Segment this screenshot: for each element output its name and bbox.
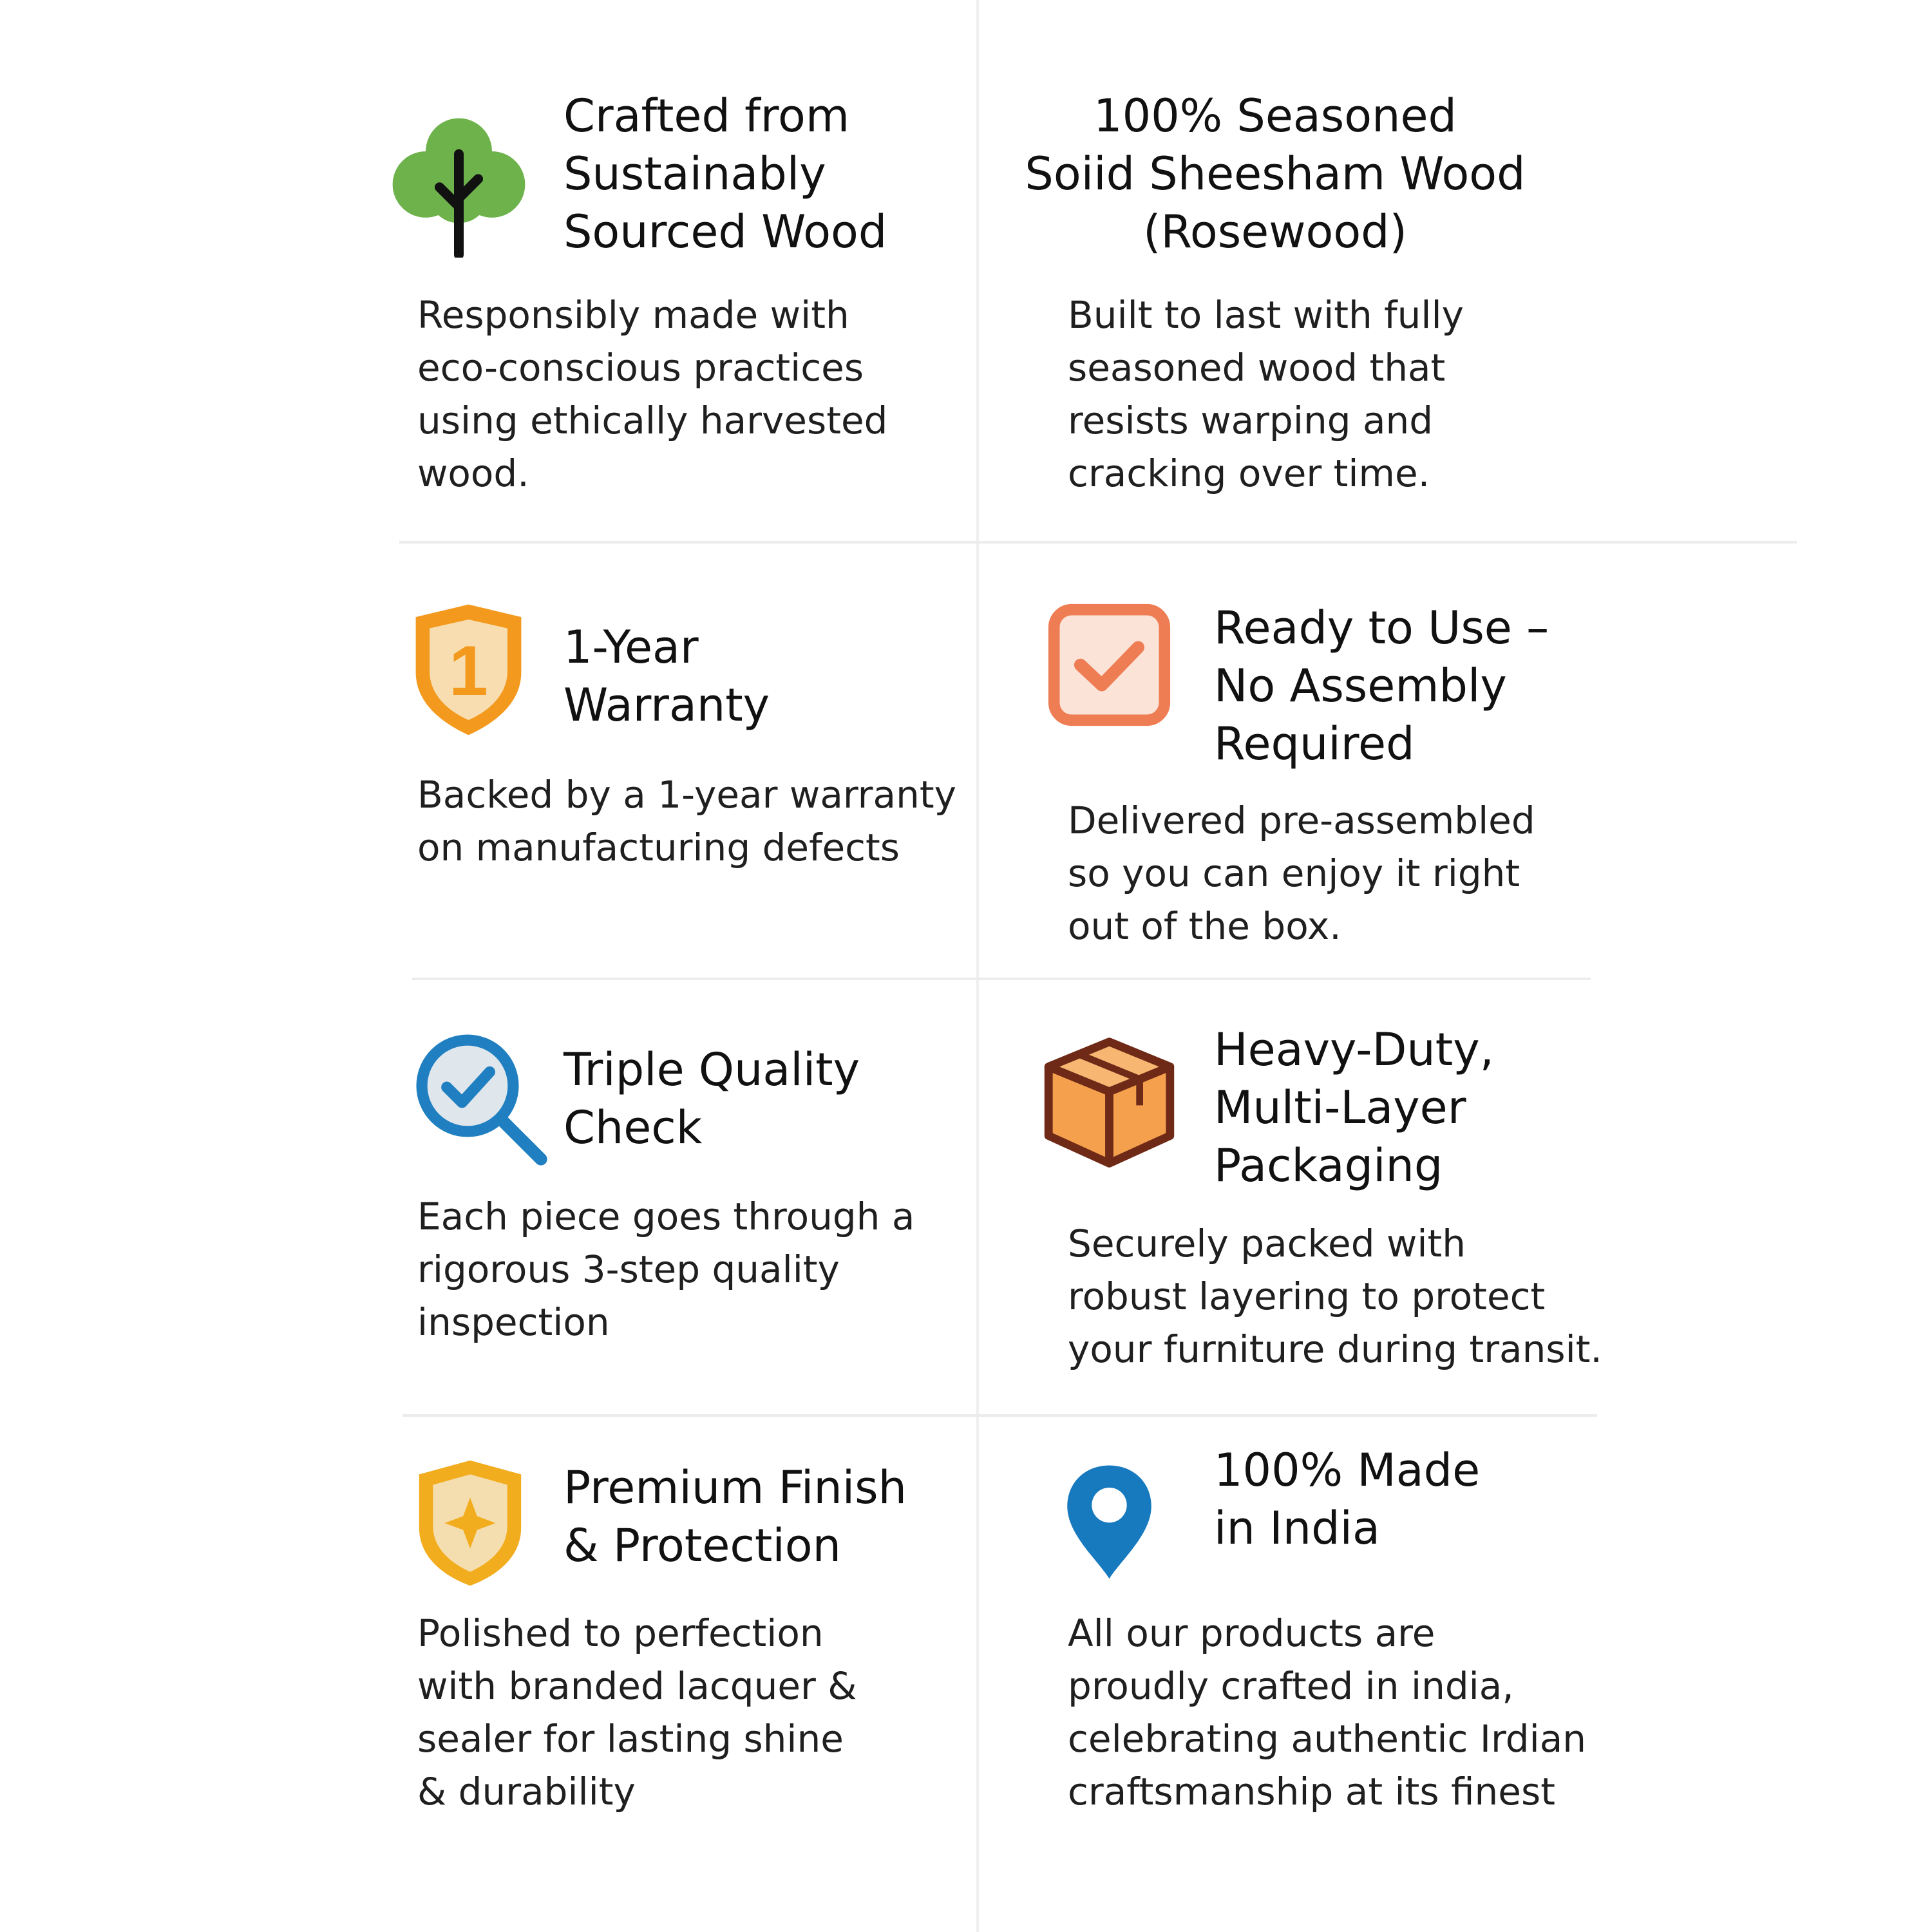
- row-divider: [399, 541, 1797, 544]
- column-divider: [976, 0, 979, 1932]
- feature-description: Delivered pre-assembled so you can enjoy it right out of the box.: [1068, 799, 1535, 948]
- feature-title: 1-Year Warranty: [564, 621, 770, 732]
- feature-title: 100% Made in India: [1214, 1444, 1481, 1555]
- feature-title: Heavy-Duty, Multi-Layer Packaging: [1214, 1023, 1494, 1192]
- warranty-shield-icon: [406, 599, 531, 741]
- feature-description: Polished to perfection with branded lacquer & sealer for lasting shine & durability: [417, 1611, 857, 1814]
- feature-description: Each piece goes through a rigorous 3-step quality inspection: [417, 1195, 915, 1344]
- row-divider: [402, 1414, 1597, 1417]
- row-divider: [412, 978, 1591, 980]
- feature-title: Ready to Use – No Assembly Required: [1214, 601, 1549, 770]
- magnifier-check-icon: [412, 1030, 551, 1169]
- sparkle-shield-icon: [412, 1455, 528, 1591]
- feature-description: Securely packed with robust layering to protect your furniture during transit.: [1068, 1222, 1602, 1371]
- feature-description: Built to last with fully seasoned wood that resists warping and cracking over time.: [1068, 293, 1464, 495]
- package-box-icon: [1040, 1034, 1179, 1169]
- feature-description: Backed by a 1-year warranty on manufacturing defects: [417, 773, 956, 869]
- feature-title: Triple Quality Check: [564, 1043, 860, 1154]
- checkbox-icon: [1046, 602, 1172, 728]
- feature-title: Crafted from Sustainably Sourced Wood: [564, 90, 887, 258]
- location-pin-icon: [1063, 1462, 1156, 1581]
- feature-title: Premium Finish & Protection: [564, 1461, 907, 1572]
- feature-description: All our products are proudly crafted in india, celebrating authentic Irdian craftsmanship at its finest: [1068, 1611, 1587, 1814]
- feature-description: Responsibly made with eco-conscious practices using ethically harvested wood.: [417, 293, 888, 495]
- tree-icon: [390, 113, 528, 258]
- warranty-number: 1: [449, 632, 488, 710]
- feature-title: 100% Seasoned Soiid Sheesham Wood (Rosewood): [1025, 90, 1526, 258]
